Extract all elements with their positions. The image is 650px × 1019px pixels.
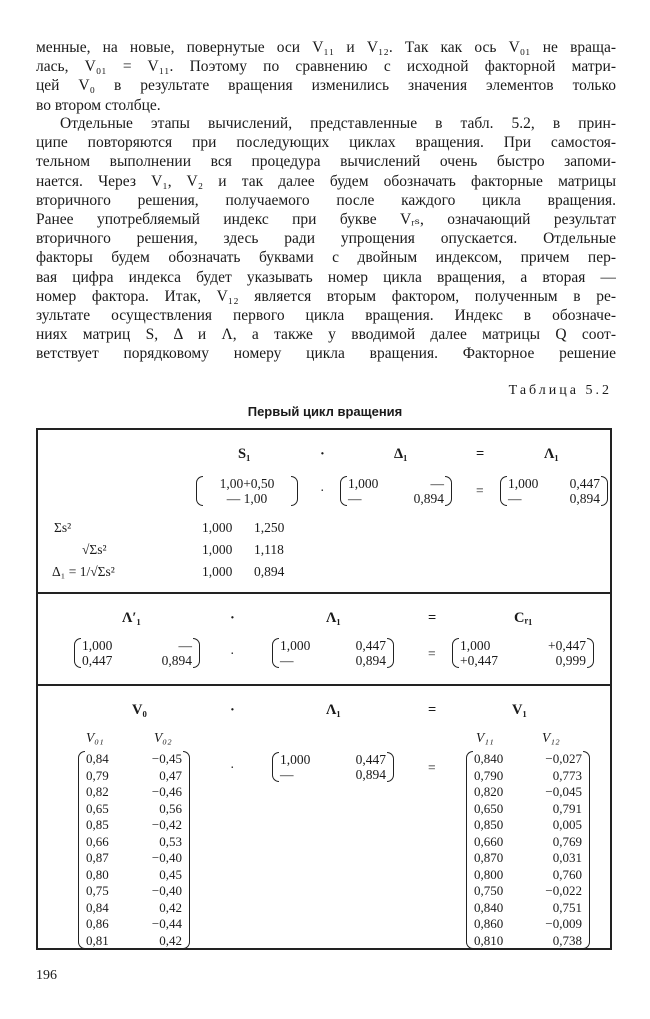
v12-col-header: V₁₂ [542, 730, 560, 745]
at-12: — [178, 638, 192, 653]
s3l1-12: 0,447 [355, 752, 386, 767]
b-12: 0,447 [355, 638, 386, 653]
v0-row [86, 916, 182, 933]
v0-cell: −0,40 [151, 850, 182, 865]
v1-row [474, 751, 582, 768]
paragraph-2 [36, 114, 616, 363]
l1-12: 0,447 [569, 476, 600, 491]
v1-cell: 0,840 [474, 899, 504, 915]
v0-cell: 0,75 [86, 883, 109, 898]
v0-cell: 0,53 [159, 833, 182, 849]
v1-row [474, 784, 582, 801]
v1-cell: 0,870 [474, 850, 504, 865]
at-21: 0,447 [82, 653, 113, 668]
c-11: 1,000 [460, 638, 491, 653]
paragraph1-line: во втором столбце. [36, 96, 161, 114]
v1-row [474, 850, 582, 867]
s1-row-1: 1,00+0,50 [219, 476, 275, 491]
v0-row [86, 801, 182, 818]
table-title: Первый цикл вращения [247, 404, 403, 419]
v1-header: V₁ [512, 702, 527, 718]
v0-cell: 0,86 [86, 916, 109, 931]
s2-mult-dot: · [230, 646, 235, 661]
s1-dot: · [320, 446, 325, 462]
sum-s2-v2: 1,250 [254, 520, 285, 535]
v1-cell: 0,005 [552, 817, 582, 832]
l1-22: 0,894 [569, 491, 600, 506]
s2-dot: · [230, 610, 235, 626]
sqrt-sum-label: √Σs² [82, 542, 107, 557]
c-12: +0,447 [548, 638, 586, 653]
v0-row [86, 817, 182, 834]
v0-cell: −0,42 [151, 817, 182, 832]
v0-row [86, 784, 182, 801]
v1-cell: 0,810 [474, 932, 504, 948]
b-21: — [280, 653, 294, 668]
matrix-d1 [348, 476, 444, 506]
v1-cell: 0,650 [474, 800, 504, 816]
v0-cell: 0,84 [86, 899, 109, 915]
v0-row [86, 933, 182, 950]
v1-cell: −0,027 [545, 751, 582, 766]
paragraph1-line: цей V₀ в результате вращения изменились значения элементов только [36, 77, 616, 95]
v1-cell: 0,769 [552, 833, 582, 849]
v1-cell: 0,750 [474, 883, 504, 898]
matrix-cr1 [460, 638, 586, 668]
v1-row [474, 817, 582, 834]
v0-header: V₀ [132, 702, 147, 718]
matrix-s2-l1 [280, 638, 386, 668]
v0-cell: 0,80 [86, 866, 109, 882]
s1-row-2: — 1,00 [226, 491, 268, 506]
v11-col-header: V₁₁ [476, 730, 494, 745]
v0-row [86, 900, 182, 917]
v0-cell: 0,81 [86, 932, 109, 948]
page-number: 196 [36, 968, 57, 983]
l1-header: Λ₁ [544, 446, 559, 462]
v01-col-header: V₀₁ [86, 730, 104, 745]
v1-cell: 0,660 [474, 833, 504, 849]
v1-cell: 0,791 [552, 800, 582, 816]
v1-row [474, 933, 582, 950]
v1-row [474, 801, 582, 818]
paragraph2-line: номер фактора. Итак, V₁₂ является вторым фактором, полученным в ре- [36, 287, 616, 305]
section-divider-2 [36, 684, 612, 686]
s3-eq: = [428, 702, 437, 718]
sum-s2-label: Σs² [54, 520, 72, 535]
v1-cell: 0,800 [474, 866, 504, 882]
s3-l1-header: Λ₁ [326, 702, 341, 718]
v1-cell: 0,738 [552, 932, 582, 948]
v1-cell: 0,773 [552, 767, 582, 783]
matrix-l1 [508, 476, 600, 506]
s3-mult-dot: · [230, 760, 235, 775]
matrix-s3-l1 [280, 752, 386, 782]
table-5-2 [36, 428, 612, 950]
table-caption: Таблица 5.2 [508, 383, 612, 398]
v0-cell: 0,79 [86, 767, 109, 783]
v1-cell: −0,022 [545, 883, 582, 898]
v0-row [86, 850, 182, 867]
v1-row [474, 768, 582, 785]
s1-header: S₁ [238, 446, 251, 462]
paragraph2-line: нается. Через V₁, V₂ и так далее будем обозначать факторные матрицы [36, 172, 616, 190]
b-22: 0,894 [355, 653, 386, 668]
s3-dot: · [230, 702, 235, 718]
v0-cell: 0,42 [159, 932, 182, 948]
paragraph2-line: тельном выполнении вся процедура вычислений очень быстро запоми- [36, 153, 616, 171]
paragraph2-line: вая цифра индекса будет указывать номер цикла вращения, а вторая — [36, 268, 616, 286]
v0-row [86, 867, 182, 884]
paragraph2-line: зультате осуществления первого цикла вращения. Индекс в обозначе- [36, 306, 616, 324]
s1-eq: = [476, 446, 485, 462]
sqrt-sum-v1: 1,000 [202, 542, 233, 557]
v1-row [474, 916, 582, 933]
s3l1-21: — [280, 767, 294, 782]
d1-header: Δ₁ [394, 446, 408, 462]
matrix-s1 [204, 476, 290, 506]
paragraph2-line: ципе повторяются при последующих циклах вращения. При самостоя- [36, 134, 616, 152]
v1-cell: 0,031 [552, 850, 582, 865]
v1-cell: 0,840 [474, 751, 504, 766]
s2-equals: = [428, 646, 436, 661]
s2-eq: = [428, 610, 437, 626]
s2-l1-header: Λ₁ [326, 610, 341, 626]
paragraph2-line: вторичного решения, здесь ради упрощения опускается. Отдельные [36, 230, 616, 248]
d1-12: — [430, 476, 444, 491]
v0-cell: −0,46 [151, 784, 182, 799]
v0-cell: 0,87 [86, 850, 109, 865]
at-22: 0,894 [161, 653, 192, 668]
v1-cell: 0,760 [552, 866, 582, 882]
s3-equals: = [428, 760, 436, 775]
v0-row [86, 883, 182, 900]
delta-v1: 1,000 [202, 564, 233, 579]
v0-cell: 0,56 [159, 800, 182, 816]
v0-cell: 0,42 [159, 899, 182, 915]
table-top-rule [36, 428, 612, 430]
c-21: +0,447 [460, 653, 498, 668]
s3l1-11: 1,000 [280, 752, 311, 767]
c-22: 0,999 [555, 653, 586, 668]
v0-cell: 0,85 [86, 817, 109, 832]
v0-cell: 0,66 [86, 833, 109, 849]
delta-v2: 0,894 [254, 564, 285, 579]
d1-11: 1,000 [348, 476, 379, 491]
v02-col-header: V₀₂ [154, 730, 172, 745]
v0-cell: 0,65 [86, 800, 109, 816]
paragraph2-line: ниях матриц S, Δ и Λ, а также у вводимой далее матрицы Q соот- [36, 326, 616, 344]
b-11: 1,000 [280, 638, 311, 653]
v1-row [474, 883, 582, 900]
cr1-header: Cᵣ₁ [514, 610, 533, 626]
s3l1-22: 0,894 [355, 767, 386, 782]
paragraph2-line: Ранее употребляемый индекс при букве Vᵣₛ, означающий результат [36, 210, 616, 228]
paragraph2-line: ветствует порядковому номеру цикла вращения. Факторное решение [36, 345, 616, 363]
v1-cell: 0,850 [474, 817, 504, 832]
v0-cell: 0,82 [86, 784, 109, 799]
table-right-rule [610, 428, 612, 950]
table-left-rule [36, 428, 38, 950]
paragraph2-line: факторы будем обозначать буквами с двойным индексом, причем пер- [36, 249, 616, 267]
v1-row [474, 867, 582, 884]
v1-row [474, 834, 582, 851]
section-divider-1 [36, 592, 612, 594]
sum-s2-v1: 1,000 [202, 520, 233, 535]
l1t-header: Λ′₁ [122, 610, 141, 626]
at-11: 1,000 [82, 638, 113, 653]
d1-22: 0,894 [413, 491, 444, 506]
paragraph1-line: менные, на новые, повернутые оси V₁₁ и V₁₂. Так как ось V₀₁ не враща- [36, 39, 616, 56]
l1-11: 1,000 [508, 476, 539, 491]
v1-cell: 0,790 [474, 767, 504, 783]
paragraph2-line: Отдельные этапы вычислений, представленные в табл. 5.2, в прин- [60, 115, 616, 132]
s1-equals: = [476, 483, 484, 498]
v0-cell: −0,44 [151, 916, 182, 931]
v1-cell: −0,009 [545, 916, 582, 931]
sqrt-sum-v2: 1,118 [254, 542, 284, 557]
matrix-v0 [86, 751, 182, 949]
v1-cell: 0,751 [552, 899, 582, 915]
v0-cell: 0,47 [159, 767, 182, 783]
v1-cell: 0,860 [474, 916, 504, 931]
v0-row [86, 834, 182, 851]
s1-mult-dot: · [320, 483, 325, 498]
delta-label: Δ₁ = 1/√Σs² [52, 564, 115, 579]
v1-cell: 0,820 [474, 784, 504, 799]
paragraph2-line: вторичного решения, получаемого после каждого цикла вращения. [36, 191, 616, 209]
v1-cell: −0,045 [545, 784, 582, 799]
paragraph1-line: лась, V₀₁ = V₁₁. Поэтому по сравнению с исходной факторной матри- [36, 58, 616, 76]
l1-21: — [508, 491, 522, 506]
v0-row [86, 768, 182, 785]
matrix-l1-transposed [82, 638, 192, 668]
v0-cell: −0,45 [151, 751, 182, 766]
matrix-v1 [474, 751, 582, 949]
d1-21: — [348, 491, 362, 506]
v1-row [474, 900, 582, 917]
v0-row [86, 751, 182, 768]
v0-cell: 0,45 [159, 866, 182, 882]
v0-cell: 0,84 [86, 751, 109, 766]
paragraph-1 [36, 38, 616, 115]
v0-cell: −0,40 [151, 883, 182, 898]
